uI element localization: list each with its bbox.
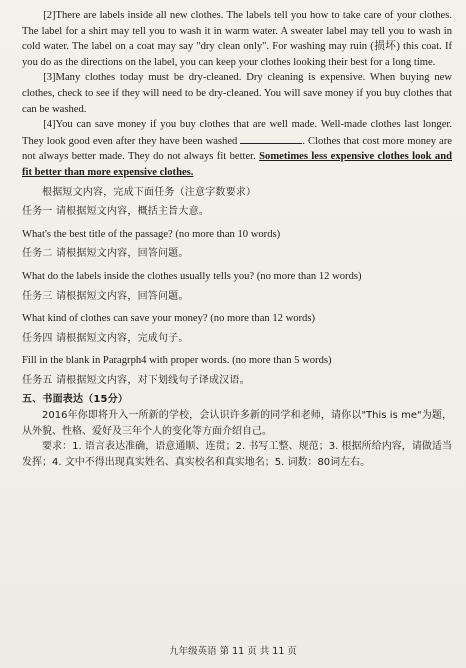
writing-requirements: 要求：1. 语言表达准确，语意通顺、连贯；2. 书写工整、规范；3. 根据所给内容，请做适当发挥；4. 文中不得出现真实姓名、真实校名和真实地名；5. 词数：80词左右。 (22, 441, 452, 468)
tasks-intro: 根据短文内容，完成下面任务（注意字数要求） (42, 186, 257, 198)
paragraph-2: [2]There are labels inside all new clothes. The labels tell you how to take care of your clothes. The label for a shirt may tell you to wash it in warm water. A sweater label may tell you to wash in cold water. The label on a coat may say "dry clean only". For washing may ruin (损坏) this coat. If you do as the directions on the label, you can keep your clothes looking their best for a long time. (22, 10, 452, 68)
task4-heading: 任务四 请根据短文内容，完成句子。 (22, 332, 189, 344)
task2-heading: 任务二 请根据短文内容，回答问题。 (22, 248, 189, 260)
task1-heading: 任务一 请根据短文内容，概括主旨大意。 (22, 206, 209, 218)
task2-question: What do the labels inside the clothes usually tells you? (no more than 12 words) (22, 270, 362, 282)
task5-heading: 任务五 请根据短文内容，对下划线句子译成汉语。 (22, 374, 250, 386)
page-footer: 九年级英语 第 11 页 共 11 页 (169, 646, 297, 657)
fill-in-blank (240, 133, 302, 144)
page-content (22, 8, 452, 470)
task1-question: What's the best title of the passage? (no more than 10 words) (22, 228, 281, 240)
task4-question: Fill in the blank in Paragrph4 with proper words. (no more than 5 words) (22, 355, 332, 367)
paragraph-4-text-before-blank: [4]You can save money if you buy clothes that are well made. Well-made clothes last longer. They look good even after they have been washed (22, 119, 452, 147)
underlined-sentence: Sometimes less expensive clothes look and fit better than more expensive clothes. (22, 151, 453, 178)
writing-section-title: 五、书面表达（15分） (22, 394, 129, 406)
paragraph-4-text-after-blank: . Clothes that cost more money are not always better made. They do not always fit better. (22, 135, 452, 163)
task3-heading: 任务三 请根据短文内容，回答问题。 (22, 290, 189, 302)
paragraph-3: [3]Many clothes today must be dry-cleaned. Dry cleaning is expensive. When buying new clothes, check to see if they will need to be dry-cleaned. You will save money if you buy clothes that can be washed. (22, 72, 452, 115)
writing-prompt: 2016年你即将升入一所新的学校，会认识许多新的同学和老师，请你以"This is me"为题，从外貌、性格、爱好及三年个人的变化等方面介绍自己。 (22, 410, 452, 437)
task3-question: What kind of clothes can save your money? (no more than 12 words) (22, 313, 316, 325)
paragraph-4 (22, 117, 452, 180)
